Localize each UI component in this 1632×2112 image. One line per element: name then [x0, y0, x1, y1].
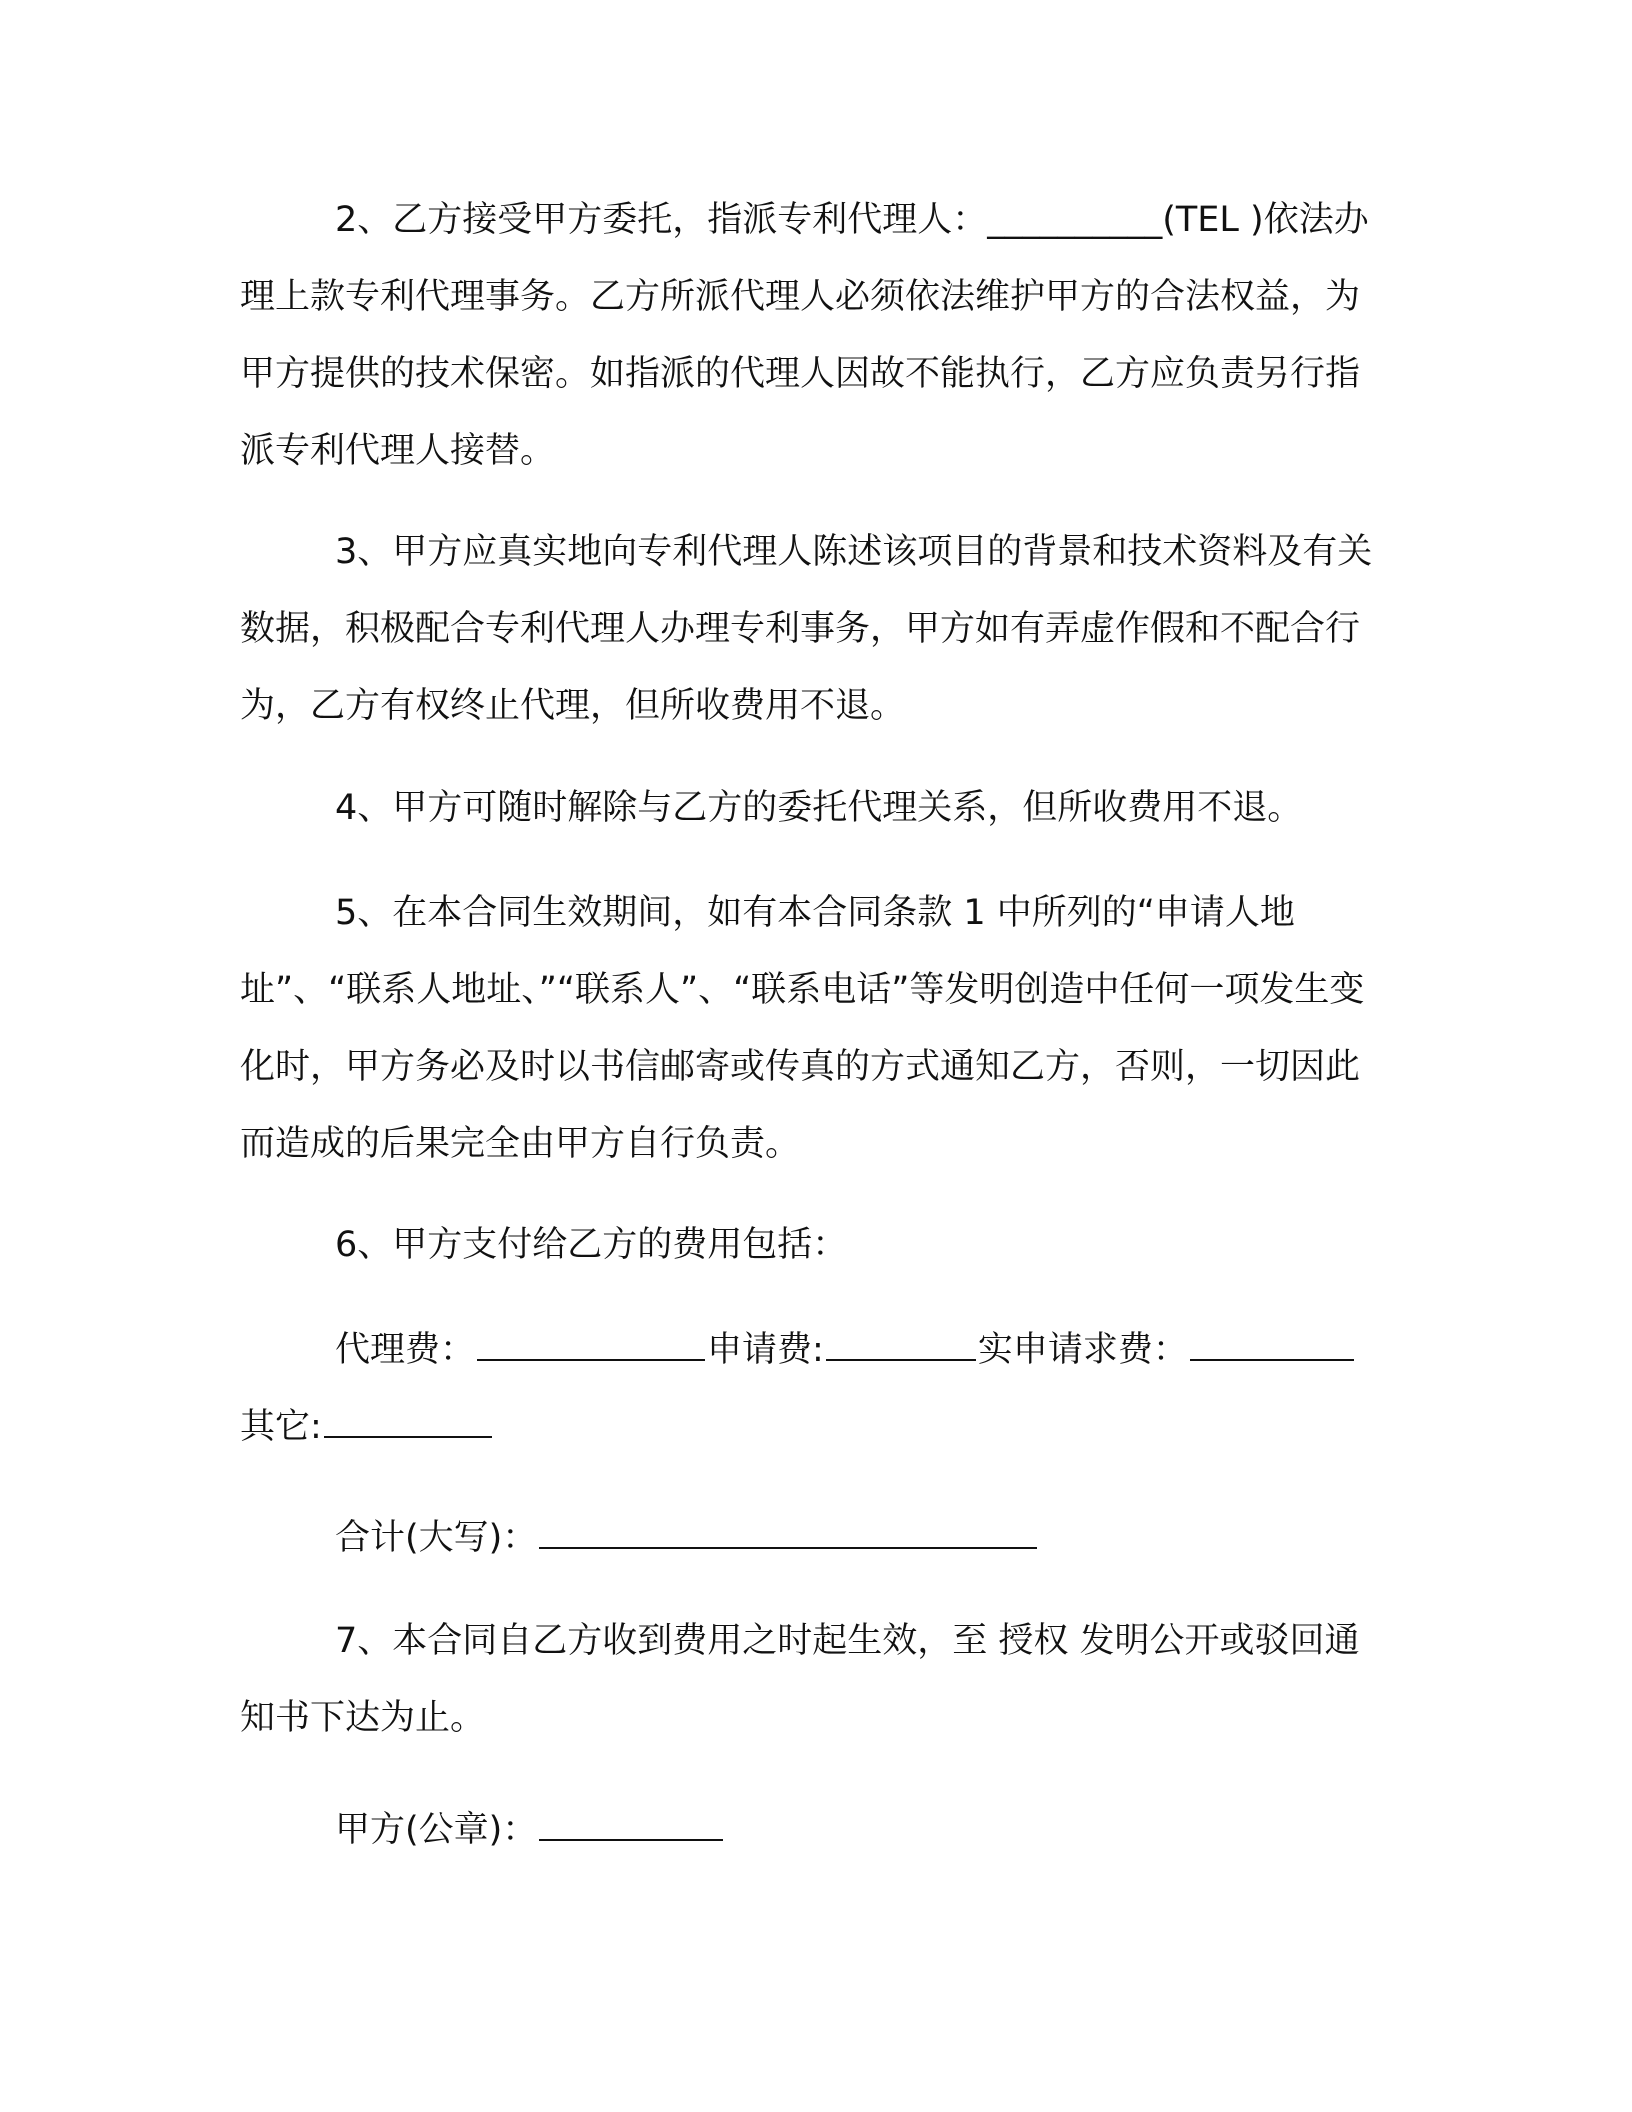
party-a-seal	[240, 1792, 1380, 1869]
application-fee-blank	[826, 1329, 976, 1361]
agency-fee-label: 代理费：	[335, 1330, 476, 1370]
other-fee-label: 其它:	[240, 1407, 322, 1447]
clause-6: 6、甲方支付给乙方的费用包括：	[335, 1225, 848, 1265]
clause-4: 4、甲方可随时解除与乙方的委托代理关系，但所收费用不退。	[335, 788, 1303, 828]
total-amount	[240, 1500, 1380, 1577]
examination-fee-blank	[1190, 1329, 1354, 1361]
other-fee-blank	[324, 1406, 492, 1438]
total-label: 合计(大写)：	[335, 1518, 538, 1558]
application-fee-label: 申请费:	[707, 1330, 824, 1370]
party-a-seal-blank	[539, 1809, 723, 1841]
examination-fee-label: 实申请求费：	[977, 1330, 1188, 1370]
clause-3: 3、甲方应真实地向专利代理人陈述该项目的背景和技术资料及有关数据，积极配合专利代理人办理专利事务，甲方如有弄虚作假和不配合行为，乙方有权终止代理，但所收费用不退。	[240, 532, 1373, 726]
total-blank	[539, 1517, 1037, 1549]
fee-breakdown	[240, 1312, 1380, 1466]
clause-7: 7、本合同自乙方收到费用之时起生效，至 授权 发明公开或驳回通知书下达为止。	[240, 1621, 1360, 1738]
party-a-seal-label: 甲方(公章)：	[335, 1810, 538, 1850]
clause-2: 2、乙方接受甲方委托，指派专利代理人：__________(TEL )依法办理上款专利代理事务。乙方所派代理人必须依法维护甲方的合法权益，为甲方提供的技术保密。如指派的代理人因故不能执行，乙方应负责另行指派专利代理人接替。	[240, 200, 1369, 471]
clause-5: 5、在本合同生效期间，如有本合同条款 1 中所列的“申请人地址”、“联系人地址、”“联系人”、“联系电话”等发明创造中任何一项发生变化时，甲方务必及时以书信邮寄或传真的方式通知乙方，否则，一切因此而造成的后果完全由甲方自行负责。	[240, 893, 1365, 1164]
agency-fee-blank	[477, 1329, 705, 1361]
